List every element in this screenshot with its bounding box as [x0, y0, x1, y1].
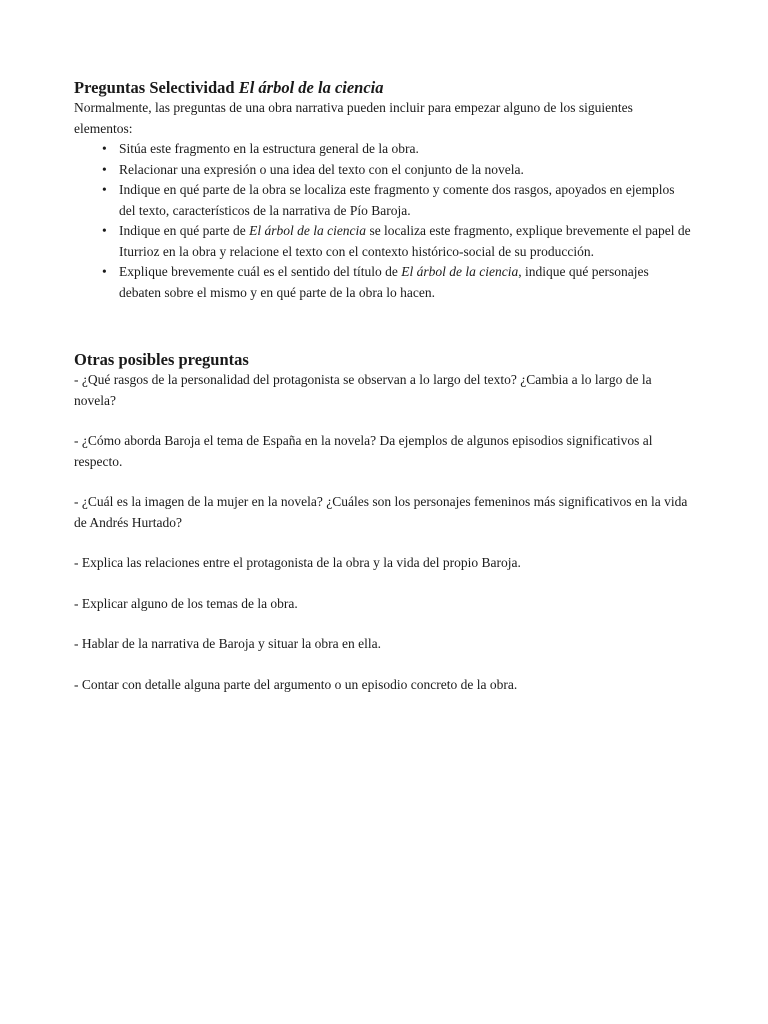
list-item-text-pre: Explique brevemente cuál es el sentido del título de — [119, 264, 402, 279]
list-item-text: Relacionar una expresión o una idea del texto con el conjunto de la novela. — [119, 161, 524, 177]
bullet-icon: • — [102, 182, 107, 197]
list-item — [74, 262, 694, 303]
list-item — [74, 180, 694, 221]
list-item-text-pre: Indique en qué parte de — [119, 223, 250, 238]
question-item: - ¿Qué rasgos de la personalidad del protagonista se observan a lo largo del texto? ¿Cambia a lo largo de la novela? — [74, 372, 652, 408]
intro-paragraph: Normalmente, las preguntas de una obra narrativa pueden incluir para empezar alguno de los siguientes elementos: — [74, 100, 633, 136]
bullet-icon: • — [102, 223, 107, 238]
bullet-list-1 — [74, 139, 694, 180]
book-title-inline: El árbol de la ciencia — [249, 223, 367, 238]
question-item: - Contar con detalle alguna parte del argumento o un episodio concreto de la obra. — [74, 676, 518, 692]
list-item-text-post: se localiza este fragmento, explique brevemente el papel de Iturrioz en la obra y relacione el texto con el contexto histórico-social de su producción. — [119, 223, 691, 259]
book-title-inline: El árbol de la ciencia — [401, 264, 519, 279]
question-item: - ¿Cuál es la imagen de la mujer en la novela? ¿Cuáles son los personajes femeninos más significativos en la vida de Andrés Hurtado? — [74, 494, 688, 530]
document-page — [74, 78, 694, 695]
list-item-text-post: , indique qué personajes debaten sobre el mismo y en qué parte de la obra lo hacen. — [119, 264, 649, 300]
question-item: - Hablar de la narrativa de Baroja y situar la obra en ella. — [74, 636, 381, 651]
section-other-questions — [74, 350, 694, 695]
list-item-text: Sitúa este fragmento en la estructura general de la obra. — [119, 141, 419, 156]
section-title-selectividad — [74, 78, 694, 98]
section-title-otras: Otras posibles preguntas — [74, 350, 249, 369]
list-item — [74, 221, 694, 262]
question-item: - ¿Cómo aborda Baroja el tema de España en la novela? Da ejemplos de algunos episodios significativos al respecto. — [74, 433, 653, 469]
bullet-icon: • — [102, 161, 107, 177]
list-item — [74, 160, 694, 181]
list-item-text: Indique en qué parte de la obra se localiza este fragmento y comente dos rasgos, apoyados en ejemplos del texto, característicos de la narrativa de Pío Baroja. — [119, 182, 675, 218]
section-title-plain: Preguntas Selectividad — [74, 78, 239, 97]
question-item: - Explicar alguno de los temas de la obra. — [74, 595, 298, 611]
bullet-list-2 — [74, 180, 694, 303]
section-title-book: El árbol de la ciencia — [238, 78, 384, 97]
bullet-icon: • — [102, 141, 107, 156]
bullet-icon: • — [102, 264, 107, 279]
list-item — [74, 139, 694, 160]
question-item: - Explica las relaciones entre el protagonista de la obra y la vida del propio Baroja. — [74, 555, 521, 570]
